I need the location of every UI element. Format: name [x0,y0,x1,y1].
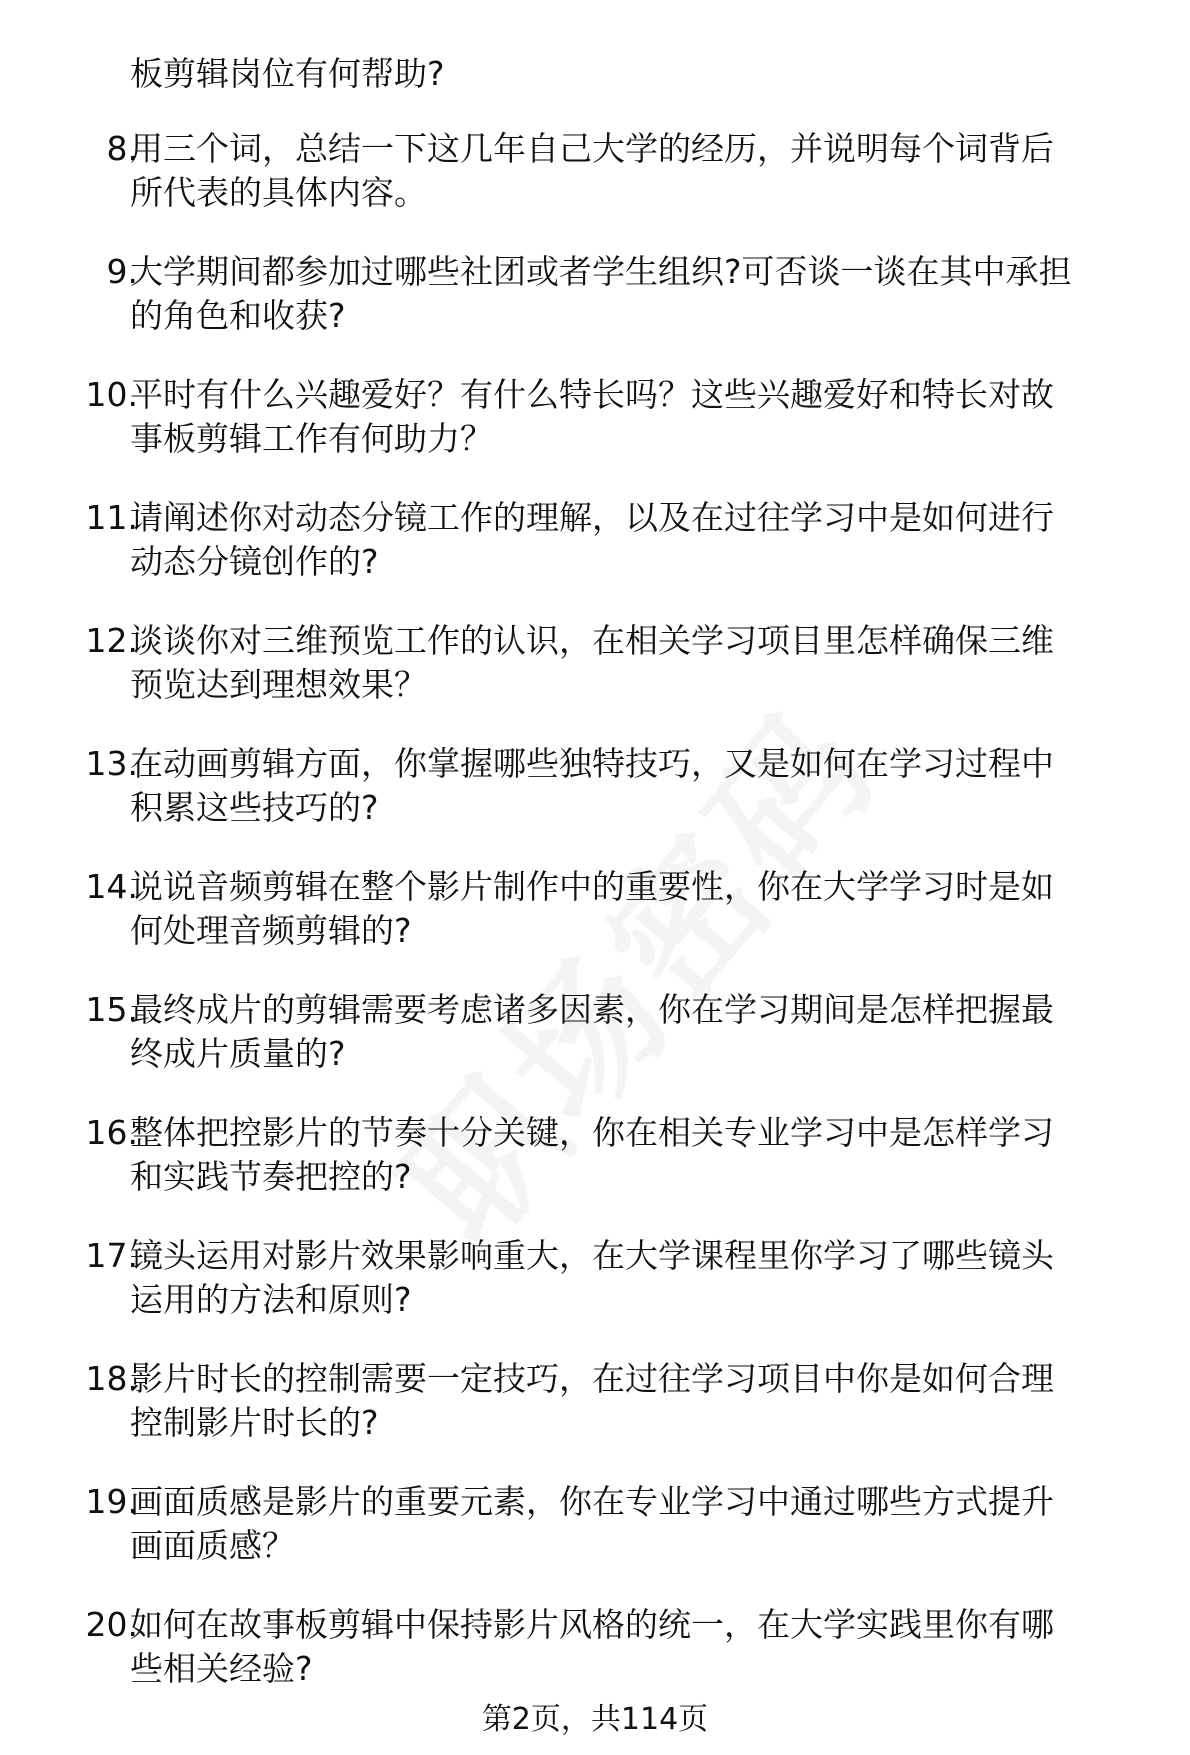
continued-question-text: 板剪辑岗位有何帮助? [130,54,445,93]
question-number: 20. [85,1605,138,1644]
question-text: 请阐述你对动态分镜工作的理解，以及在过往学习中是如何进行 动态分镜创作的? [130,498,1054,581]
question-number: 8. [106,129,138,168]
question-text: 平时有什么兴趣爱好？有什么特长吗？这些兴趣爱好和特长对故 事板剪辑工作有何助力？ [130,375,1054,458]
question-text: 整体把控影片的节奏十分关键，你在相关专业学习中是怎样学习 和实践节奏把控的? [130,1113,1054,1196]
question-text: 用三个词，总结一下这几年自己大学的经历，并说明每个词背后 所代表的具体内容。 [130,129,1054,212]
page-footer: 第2页，共114页 [481,1702,709,1737]
question-number: 17. [85,1236,138,1275]
question-text: 最终成片的剪辑需要考虑诸多因素，你在学习期间是怎样把握最 终成片质量的? [130,990,1054,1073]
question-number: 13. [85,744,138,783]
question-text: 大学期间都参加过哪些社团或者学生组织?可否谈一谈在其中承担 的角色和收获? [130,252,1072,335]
question-number: 16. [85,1113,138,1152]
question-number: 11. [85,498,138,537]
question-text: 谈谈你对三维预览工作的认识，在相关学习项目里怎样确保三维 预览达到理想效果？ [130,621,1054,704]
question-number: 18. [85,1359,138,1398]
question-text: 影片时长的控制需要一定技巧，在过往学习项目中你是如何合理 控制影片时长的? [130,1359,1054,1442]
question-number: 9. [106,252,138,291]
question-text: 说说音频剪辑在整个影片制作中的重要性，你在大学学习时是如 何处理音频剪辑的? [130,867,1054,950]
question-text: 画面质感是影片的重要元素，你在专业学习中通过哪些方式提升 画面质感？ [130,1482,1054,1565]
question-text: 镜头运用对影片效果影响重大，在大学课程里你学习了哪些镜头 运用的方法和原则? [130,1236,1054,1319]
question-number: 15. [85,990,138,1029]
question-number: 14. [85,867,138,906]
question-number: 19. [85,1482,138,1521]
question-number: 12. [85,621,138,660]
question-text: 如何在故事板剪辑中保持影片风格的统一，在大学实践里你有哪 些相关经验? [130,1605,1054,1688]
question-text: 在动画剪辑方面，你掌握哪些独特技巧，又是如何在学习过程中 积累这些技巧的? [130,744,1054,827]
question-number: 10. [85,375,138,414]
